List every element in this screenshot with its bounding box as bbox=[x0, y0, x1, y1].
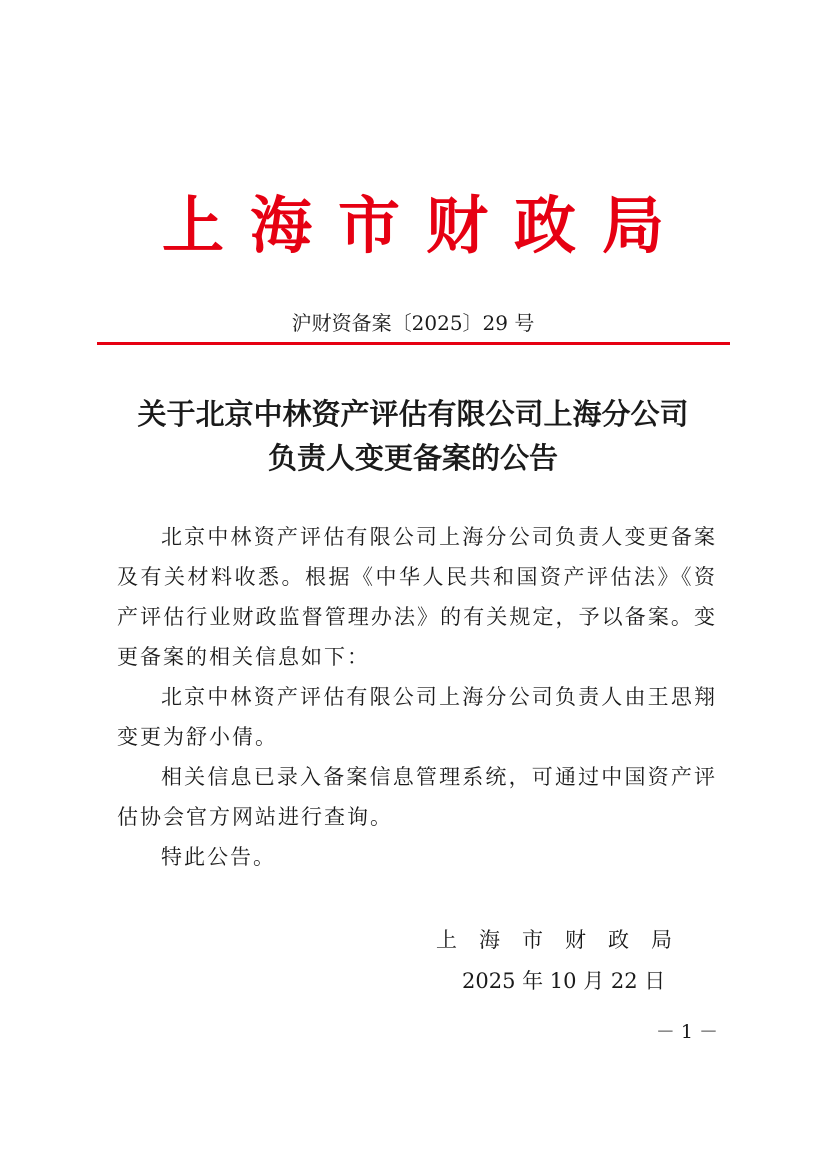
signature-date: 2025 年 10 月 22 日 bbox=[462, 969, 666, 993]
document-number: 沪财资备案〔2025〕29 号 bbox=[291, 311, 535, 335]
page-number: － 1 － bbox=[655, 1021, 718, 1043]
signature-organization: 上海市财政局 bbox=[436, 928, 694, 952]
red-divider-line bbox=[97, 342, 730, 345]
masthead: 上海市财政局 bbox=[161, 189, 690, 262]
document-title bbox=[96, 392, 730, 480]
document-body bbox=[117, 517, 717, 877]
body-paragraph-3: 相关信息已录入备案信息管理系统，可通过中国资产评估协会官方网站进行查询。 bbox=[117, 765, 717, 829]
title-line-1: 关于北京中林资产评估有限公司上海分公司 bbox=[137, 397, 689, 431]
title-line-2: 负责人变更备案的公告 bbox=[267, 441, 558, 475]
body-paragraph-1: 北京中林资产评估有限公司上海分公司负责人变更备案及有关材料收悉。根据《中华人民共和国资产评估法》《资产评估行业财政监督管理办法》的有关规定，予以备案。变更备案的相关信息如下： bbox=[117, 525, 717, 669]
body-paragraph-4: 特此公告。 bbox=[161, 845, 276, 869]
body-paragraph-2: 北京中林资产评估有限公司上海分公司负责人由王思翔变更为舒小倩。 bbox=[117, 685, 717, 749]
